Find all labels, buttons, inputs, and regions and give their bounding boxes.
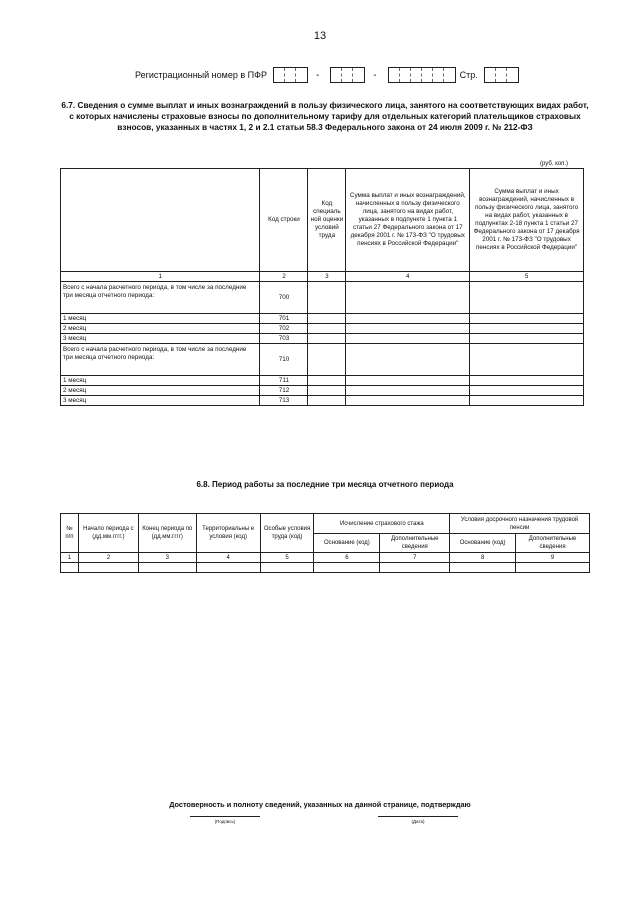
column-number: 1 <box>61 553 79 563</box>
row-label: 3 месяц <box>61 396 260 406</box>
section-6-7-table <box>60 168 584 406</box>
table-row <box>61 324 584 334</box>
section-6-7-title: 6.7. Сведения о сумме выплат и иных вознаграждений в пользу физического лица, занятого на соответствующих видах работ, с которых начислены страховые взносы по дополнительному тарифу для отдельных категорий плательщиков страховых взносов, указанных в частях 1, 2 и 2.1 статьи 58.3 Федерального закона от 24 июля 2009 г. № 212-ФЗ <box>61 100 589 132</box>
assessment-code-cell[interactable] <box>308 314 346 324</box>
column-number: 5 <box>260 553 314 563</box>
date-caption: (Дата) <box>411 819 425 824</box>
assessment-code-cell[interactable] <box>308 396 346 406</box>
reg-separator: - <box>373 69 377 81</box>
column-number: 4 <box>346 272 470 282</box>
column-number: 9 <box>516 553 590 563</box>
assessment-code-cell[interactable] <box>308 282 346 314</box>
assessment-code-cell[interactable] <box>308 324 346 334</box>
header-territorial: Территориальны е условия (код) <box>196 514 260 553</box>
reg-number-part1-field[interactable] <box>273 67 308 83</box>
column-number: 2 <box>78 553 138 563</box>
row-label: Всего с начала расчетного периода, в том числе за последние три месяца отчетного периода: <box>61 282 260 314</box>
row-code: 710 <box>260 344 308 376</box>
amount-cell[interactable] <box>470 324 584 334</box>
amount-cell[interactable] <box>470 386 584 396</box>
table-header-row <box>61 169 584 272</box>
special-conditions-cell[interactable] <box>260 563 314 573</box>
row-label: 2 месяц <box>61 324 260 334</box>
column-number: 2 <box>260 272 308 282</box>
table-row <box>61 344 584 376</box>
row-label: 1 месяц <box>61 376 260 386</box>
column-number: 4 <box>196 553 260 563</box>
table-row <box>61 334 584 344</box>
header-line-code: Код строки <box>260 169 308 272</box>
early-extra-cell[interactable] <box>516 563 590 573</box>
reg-number-part2-field[interactable] <box>330 67 365 83</box>
page-number-field[interactable] <box>484 67 519 83</box>
row-label: Всего с начала расчетного периода, в том числе за последние три месяца отчетного периода: <box>61 344 260 376</box>
table-row <box>61 376 584 386</box>
column-number: 6 <box>314 553 380 563</box>
signature-caption: (Подпись) <box>214 819 236 824</box>
table-row <box>61 282 584 314</box>
registration-label: Регистрационный номер в ПФР <box>135 70 267 80</box>
amount-cell[interactable] <box>346 386 470 396</box>
reg-number-part3-field[interactable] <box>388 67 456 83</box>
table-row <box>61 563 590 573</box>
assessment-code-cell[interactable] <box>308 334 346 344</box>
header-early-extra: Дополнительные сведения <box>516 534 590 553</box>
column-number: 3 <box>138 553 196 563</box>
page-number: 13 <box>313 30 327 42</box>
amount-cell[interactable] <box>346 324 470 334</box>
header-num: № п/п <box>61 514 79 553</box>
header-assessment-code: Код специаль ной оценки условий труда <box>308 169 346 272</box>
row-label: 2 месяц <box>61 386 260 396</box>
section-6-8-title: 6.8. Период работы за последние три месяца отчетного периода <box>196 480 454 489</box>
territorial-cell[interactable] <box>196 563 260 573</box>
column-number: 8 <box>450 553 516 563</box>
header-early-pension: Условия досрочного назначения трудовой пенсии <box>450 514 590 534</box>
header-insurance-basis: Основание (код) <box>314 534 380 553</box>
column-number: 5 <box>470 272 584 282</box>
row-code: 711 <box>260 376 308 386</box>
table-header-row <box>61 514 590 534</box>
row-label: 3 месяц <box>61 334 260 344</box>
insurance-extra-cell[interactable] <box>380 563 450 573</box>
early-basis-cell[interactable] <box>450 563 516 573</box>
signature-line[interactable] <box>190 816 260 817</box>
amount-cell[interactable] <box>470 376 584 386</box>
row-code: 713 <box>260 396 308 406</box>
assessment-code-cell[interactable] <box>308 386 346 396</box>
amount-cell[interactable] <box>346 334 470 344</box>
column-number: 3 <box>308 272 346 282</box>
amount-cell[interactable] <box>346 314 470 324</box>
header-period-end: Конец периода по (дд.мм.гггг) <box>138 514 196 553</box>
amount-cell[interactable] <box>470 396 584 406</box>
row-code: 700 <box>260 282 308 314</box>
header-payments-subpara-2-18: Сумма выплат и иных вознаграждений, начисленных в пользу физического лица, занятого на видах работ, указанных в подпунктах 2-18 пункта 1 статьи 27 Федерального закона от 17 декабря 2001 г. № 173-ФЗ "О трудовых пенсиях в Российской Федерации" <box>470 169 584 272</box>
header-period-start: Начало периода с (дд.мм.гггг.) <box>78 514 138 553</box>
num-cell[interactable] <box>61 563 79 573</box>
amount-cell[interactable] <box>346 344 470 376</box>
row-code: 703 <box>260 334 308 344</box>
amount-cell[interactable] <box>470 344 584 376</box>
period-end-cell[interactable] <box>138 563 196 573</box>
header-insurance-calc: Исчисление страхового стажа <box>314 514 450 534</box>
date-line[interactable] <box>378 816 458 817</box>
row-code: 702 <box>260 324 308 334</box>
amount-cell[interactable] <box>470 314 584 324</box>
amount-cell[interactable] <box>470 334 584 344</box>
row-code: 712 <box>260 386 308 396</box>
reg-separator: - <box>315 69 320 81</box>
header-insurance-extra: Дополнительные сведения <box>380 534 450 553</box>
row-code: 701 <box>260 314 308 324</box>
column-number-row <box>61 272 584 282</box>
confirmation-text: Достоверность и полноту сведений, указанных на данной странице, подтверждаю <box>169 800 471 809</box>
assessment-code-cell[interactable] <box>308 376 346 386</box>
table-row <box>61 396 584 406</box>
registration-row <box>135 66 519 84</box>
amount-cell[interactable] <box>346 282 470 314</box>
assessment-code-cell[interactable] <box>308 344 346 376</box>
table-row <box>61 314 584 324</box>
insurance-basis-cell[interactable] <box>314 563 380 573</box>
column-number: 7 <box>380 553 450 563</box>
row-label: 1 месяц <box>61 314 260 324</box>
amount-cell[interactable] <box>470 282 584 314</box>
header-payments-subpara-1: Сумма выплат и иных вознаграждений, начисленных в пользу физического лица, занятого на видах работ, указанных в подпункте 1 пункта 1 статьи 27 Федерального закона от 17 декабря 2001 г. № 173-ФЗ "О трудовых пенсиях в Российской Федерации" <box>346 169 470 272</box>
period-start-cell[interactable] <box>78 563 138 573</box>
amount-cell[interactable] <box>346 376 470 386</box>
amount-cell[interactable] <box>346 396 470 406</box>
header-label-cell <box>61 169 260 272</box>
column-number: 1 <box>61 272 260 282</box>
header-early-basis: Основание (код) <box>450 534 516 553</box>
page-label: Стр. <box>459 70 478 80</box>
section-6-8-table <box>60 513 590 573</box>
currency-note: (руб. коп.) <box>540 161 569 167</box>
table-row <box>61 386 584 396</box>
column-number-row <box>61 553 590 563</box>
header-special-conditions: Особые условия труда (код) <box>260 514 314 553</box>
